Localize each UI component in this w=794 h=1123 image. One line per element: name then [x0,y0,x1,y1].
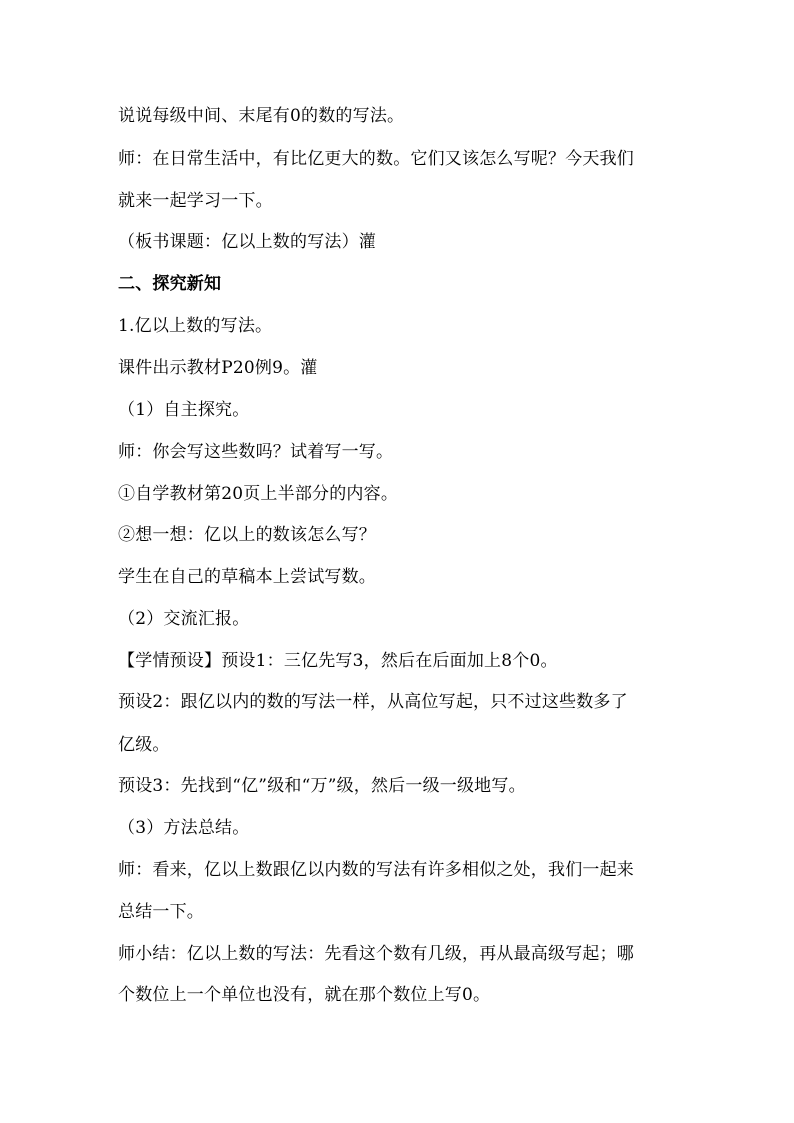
paragraph-line: 亿级。 [118,735,170,755]
paragraph-line: 学生在自己的草稿本上尝试写数。 [118,567,376,587]
paragraph-line: ①自学教材第20页上半部分的内容。 [118,484,399,504]
paragraph-line: 预设3：先找到“亿”级和“万”级，然后一级一级地写。 [118,776,526,796]
paragraph-line: 就来一起学习一下。 [118,191,273,211]
paragraph-line: 1.亿以上数的写法。 [118,316,273,336]
paragraph-line: 师：看来，亿以上数跟亿以内数的写法有许多相似之处，我们一起来 [118,860,634,880]
paragraph-line: 说说每级中间、末尾有0的数的写法。 [118,106,405,126]
paragraph-line: 【学情预设】预设1：三亿先写3，然后在后面加上8个0。 [118,651,558,671]
paragraph-line: 个数位上一个单位也没有，就在那个数位上写0。 [118,985,491,1005]
paragraph-line: 师小结：亿以上数的写法：先看这个数有几级，再从最高级写起；哪 [118,944,634,964]
paragraph-line: ②想一想：亿以上的数该怎么写？ [118,525,376,545]
paragraph-line: （2）交流汇报。 [118,609,250,629]
paragraph-line: （3）方法总结。 [118,818,250,838]
paragraph-line: 师：你会写这些数吗？试着写一写。 [118,442,394,462]
section-heading: 二、探究新知 [118,274,222,294]
paragraph-line: 师：在日常生活中，有比亿更大的数。它们又该怎么写呢？今天我们 [118,149,634,169]
paragraph-line: （板书课题：亿以上数的写法）灌 [118,232,376,252]
paragraph-line: （1）自主探究。 [118,400,250,420]
paragraph-line: 总结一下。 [118,902,204,922]
paragraph-line: 课件出示教材P20例9。灌 [118,358,318,378]
paragraph-line: 预设2：跟亿以内的数的写法一样，从高位写起，只不过这些数多了 [118,692,628,712]
